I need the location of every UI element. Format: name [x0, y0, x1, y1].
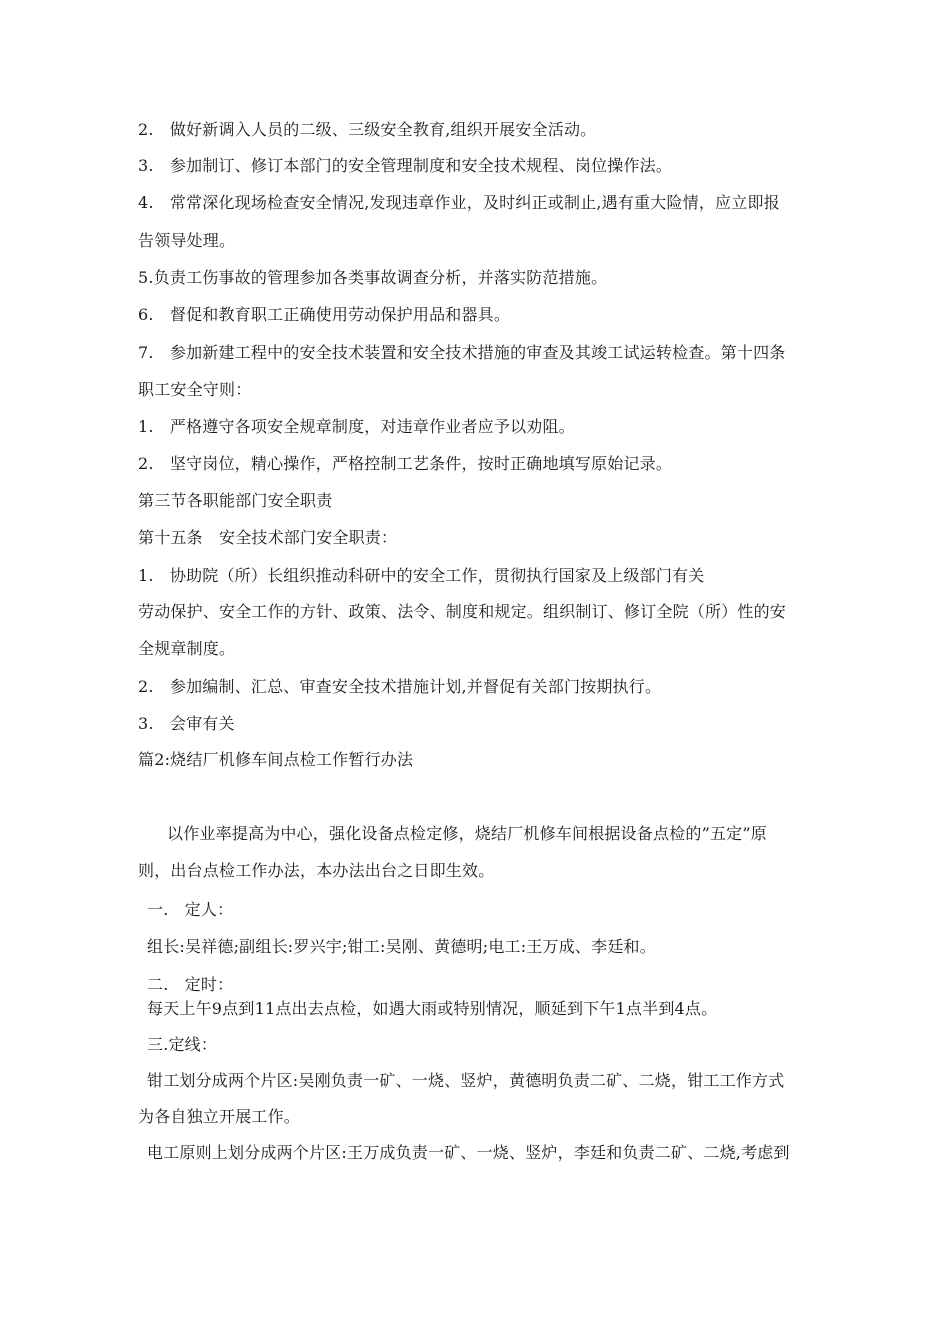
subheading: 二. 定时： — [147, 975, 234, 994]
text-line: 电工原则上划分成两个片区:王万成负责一矿、一烧、竖炉，李廷和负责二矿、二烧,考虑到 — [147, 1143, 790, 1162]
paragraph-line: 则，出台点检工作办法，本办法出台之日即生效。 — [138, 861, 495, 880]
text-line: 每天上午9点到11点出去点检，如遇大雨或特别情况，顺延到下午1点半到4点。 — [147, 999, 718, 1018]
chapter-title: 篇2:烧结厂机修车间点检工作暂行办法 — [138, 750, 414, 769]
text-line: 3. 会审有关 — [138, 714, 235, 733]
text-line: 7. 参加新建工程中的安全技术装置和安全技术措施的审查及其竣工试运转检查。第十四条 — [138, 343, 786, 362]
subheading: 一. 定人： — [147, 900, 234, 919]
text-line: 6. 督促和教育职工正确使用劳动保护用品和器具。 — [138, 305, 511, 324]
text-line: 组长:吴祥德;副组长:罗兴宇;钳工:吴刚、黄德明;电工:王万成、李廷和。 — [147, 937, 656, 956]
text-line: 4. 常常深化现场检查安全情况,发现违章作业，及时纠正或制止,遇有重大险情，应立即报 — [138, 193, 780, 212]
section-heading: 第三节各职能部门安全职责 — [138, 491, 333, 510]
subheading: 三.定线： — [147, 1035, 218, 1054]
paragraph-line: 以作业率提高为中心，强化设备点检定修，烧结厂机修车间根据设备点检的”五定”原 — [167, 824, 767, 843]
text-line: 2. 做好新调入人员的二级、三级安全教育,组织开展安全活动。 — [138, 120, 597, 139]
text-line: 5.负责工伤事故的管理参加各类事故调查分析，并落实防范措施。 — [138, 268, 608, 287]
text-line: 为各自独立开展工作。 — [138, 1107, 301, 1126]
text-line: 全规章制度。 — [138, 639, 236, 658]
text-line: 告领导处理。 — [138, 231, 236, 250]
text-line: 钳工划分成两个片区:吴刚负责一矿、一烧、竖炉，黄德明负责二矿、二烧，钳工工作方式 — [147, 1071, 785, 1090]
article-heading: 第十五条 安全技术部门安全职责： — [138, 528, 398, 547]
text-line: 劳动保护、安全工作的方针、政策、法令、制度和规定。组织制订、修订全院（所）性的安 — [138, 602, 787, 621]
text-line: 1. 严格遵守各项安全规章制度，对违章作业者应予以劝阻。 — [138, 417, 575, 436]
text-line: 2. 参加编制、汇总、审查安全技术措施计划,并督促有关部门按期执行。 — [138, 677, 662, 696]
text-line: 1. 协助院（所）长组织推动科研中的安全工作，贯彻执行国家及上级部门有关 — [138, 566, 705, 585]
text-line: 3. 参加制订、修订本部门的安全管理制度和安全技术规程、岗位操作法。 — [138, 156, 673, 175]
text-line: 2. 坚守岗位，精心操作，严格控制工艺条件，按时正确地填写原始记录。 — [138, 454, 673, 473]
text-line: 职工安全守则： — [138, 380, 252, 399]
